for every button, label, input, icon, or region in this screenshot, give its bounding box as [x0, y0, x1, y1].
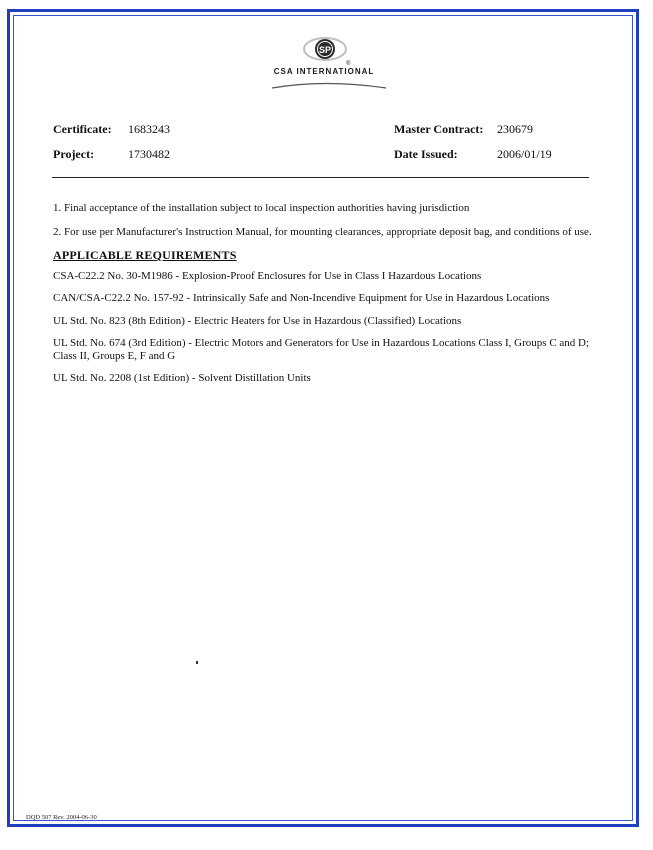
emblem-letters: SP [318, 45, 332, 55]
registered-mark: ® [346, 61, 351, 67]
csa-emblem-icon [270, 34, 388, 70]
form-code: DQD 507 Rev. 2004-06-30 [26, 814, 97, 821]
project-value: 1730482 [128, 147, 170, 161]
project-label: Project: [53, 147, 95, 161]
requirement-item: UL Std. No. 674 (3rd Edition) - Electric Motors and Generators for Use in Hazardous Locations Class I, Groups C and D; Class II, Groups E, F and G [53, 337, 590, 362]
requirement-item: CSA-C22.2 No. 30-M1986 - Explosion-Proof Enclosures for Use in Class I Hazardous Locations [53, 269, 482, 282]
logo-swoosh [270, 80, 388, 92]
scan-speck [196, 661, 198, 664]
date-issued-value: 2006/01/19 [497, 147, 552, 161]
condition-item: 1. Final acceptance of the installation subject to local inspection authorities having jurisdiction [53, 202, 470, 214]
date-issued-label: Date Issued: [394, 147, 458, 161]
header-divider [52, 177, 589, 178]
condition-item: 2. For use per Manufacturer's Instruction Manual, for mounting clearances, appropriate deposit bag, and conditions of use. [53, 225, 592, 238]
master-contract-label: Master Contract: [394, 122, 484, 136]
requirement-item: CAN/CSA-C22.2 No. 157-92 - Intrinsically Safe and Non-Incendive Equipment for Use in Hazardous Locations [53, 292, 550, 304]
certificate-label: Certificate: [53, 122, 112, 136]
requirements-heading: APPLICABLE REQUIREMENTS [53, 248, 237, 262]
csa-logo [270, 34, 388, 94]
requirement-item: UL Std. No. 2208 (1st Edition) - Solvent Distillation Units [53, 372, 311, 384]
certificate-body [53, 202, 603, 395]
certificate-value: 1683243 [128, 122, 170, 136]
master-contract-value: 230679 [497, 122, 533, 136]
logo-wordmark: CSA INTERNATIONAL [273, 67, 375, 76]
requirement-item: UL Std. No. 823 (8th Edition) - Electric Heaters for Use in Hazardous (Classified) Locations [53, 314, 462, 327]
